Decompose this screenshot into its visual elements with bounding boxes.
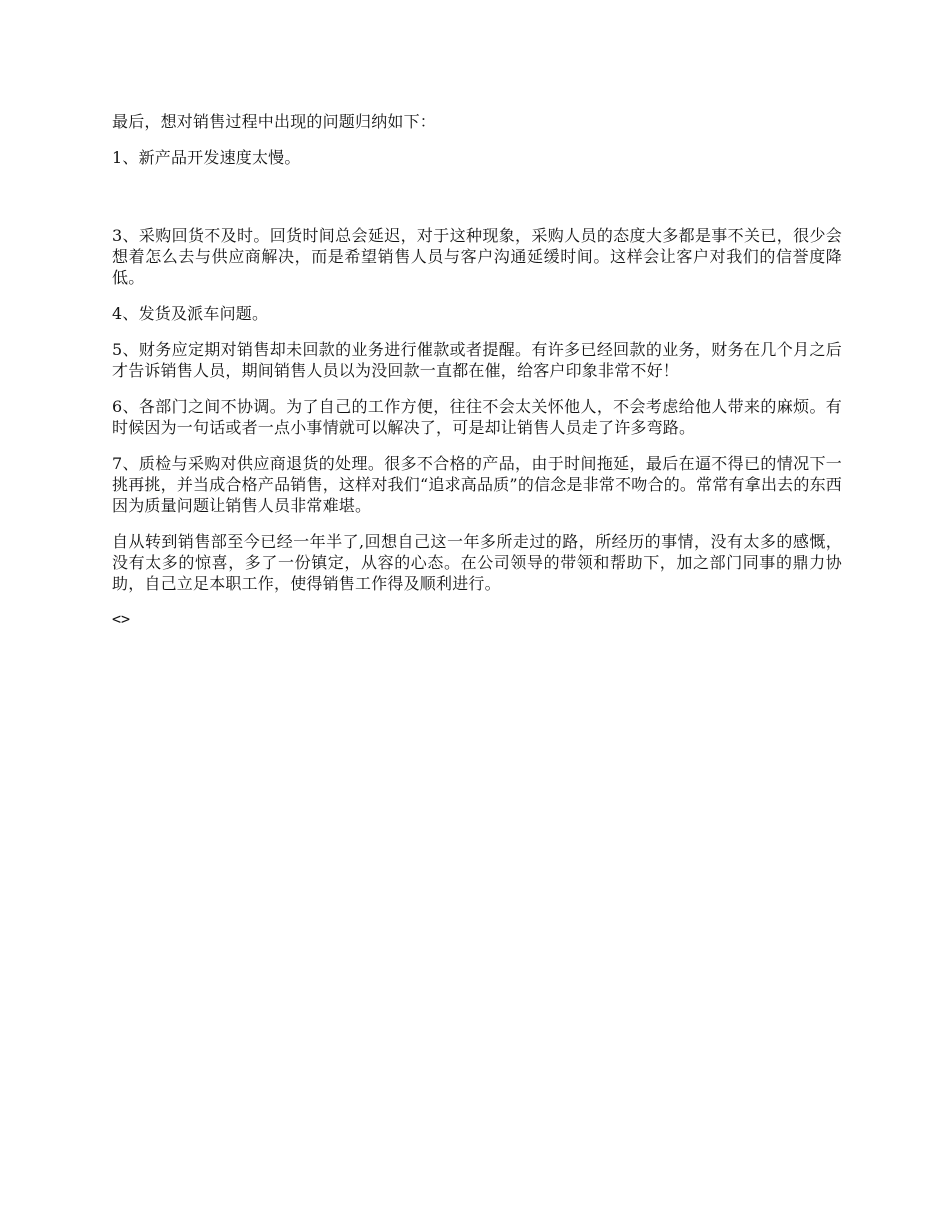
issue-item-7: 7、质检与采购对供应商退货的处理。很多不合格的产品，由于时间拖延，最后在逼不得已的情况下一挑再挑，并当成合格产品销售，这样对我们“追求高品质”的信念是非常不吻合的。常常有拿出去的东西因为质量问题让销售人员非常难堪。 <box>112 454 842 515</box>
closing-paragraph: 自从转到销售部至今已经一年半了,回想自己这一年多所走过的路，所经历的事情，没有太多的感慨，没有太多的惊喜，多了一份镇定，从容的心态。在公司领导的带领和帮助下，加之部门同事的鼎力协助，自己立足本职工作，使得销售工作得及顺利进行。 <box>112 532 842 593</box>
issue-item-6: 6、各部门之间不协调。为了自己的工作方便，往往不会太关怀他人，不会考虑给他人带来的麻烦。有时候因为一句话或者一点小事情就可以解决了，可是却让销售人员走了许多弯路。 <box>112 397 842 437</box>
issue-item-5: 5、财务应定期对销售却未回款的业务进行催款或者提醒。有许多已经回款的业务，财务在几个月之后才告诉销售人员，期间销售人员以为没回款一直都在催，给客户印象非常不好！ <box>112 340 842 380</box>
document-body <box>112 111 842 630</box>
issue-item-4: 4、发货及派车问题。 <box>112 304 269 323</box>
blank-space <box>112 183 842 225</box>
footer-mark: <> <box>112 610 131 628</box>
issue-item-1: 1、新产品开发速度太慢。 <box>112 148 301 167</box>
intro-paragraph: 最后，想对销售过程中出现的问题归纳如下： <box>112 112 437 131</box>
issue-item-3: 3、采购回货不及时。回货时间总会延迟，对于这种现象，采购人员的态度大多都是事不关已，很少会想着怎么去与供应商解决，而是希望销售人员与客户沟通延缓时间。这样会让客户对我们的信誉度降低。 <box>112 226 842 287</box>
